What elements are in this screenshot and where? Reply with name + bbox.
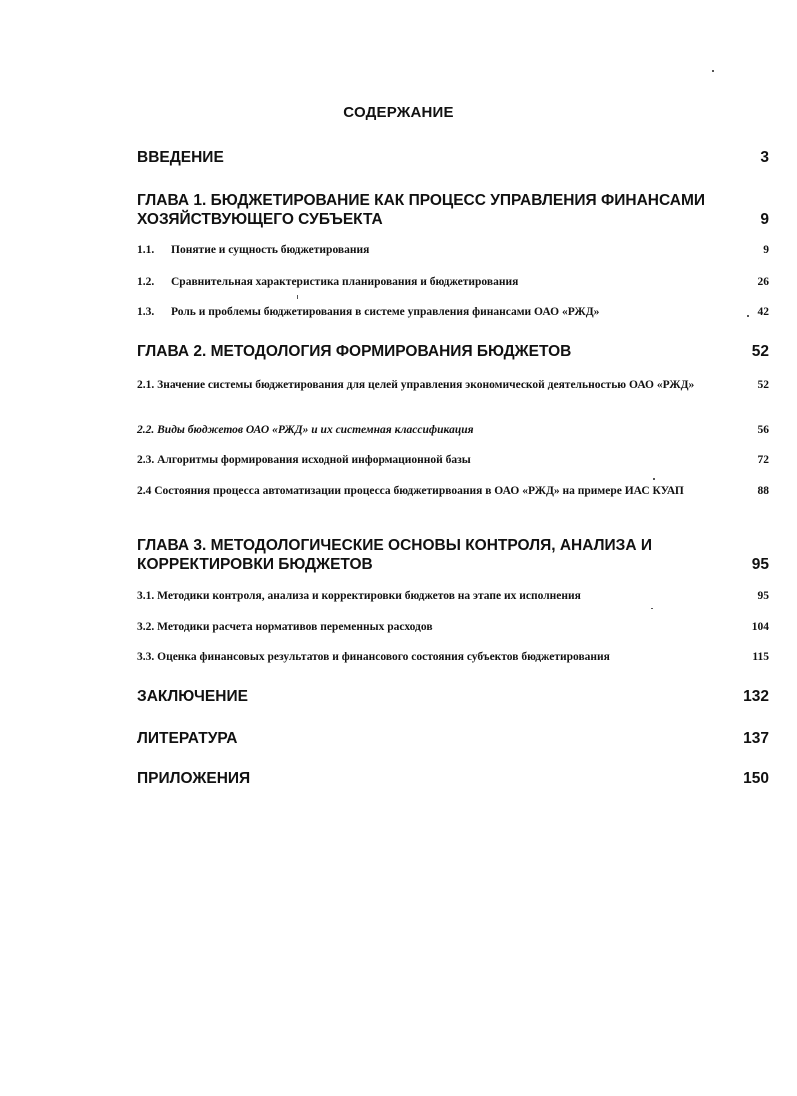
toc-entry-section-3-3	[137, 649, 769, 665]
toc-entry-page: 56	[757, 424, 769, 436]
toc-entry-text: ЗАКЛЮЧЕНИЕ	[137, 688, 248, 705]
toc-entry-page: 95	[751, 556, 769, 573]
toc-entry-text: ГЛАВА 1. БЮДЖЕТИРОВАНИЕ КАК ПРОЦЕСС УПРАВЛЕНИЯ ФИНАНСАМИ ХОЗЯЙСТВУЮЩЕГО СУБЪЕКТА	[137, 192, 706, 228]
toc-entry-text: ВВЕДЕНИЕ	[137, 149, 224, 166]
toc-entry-text: 3.1. Методики контроля, анализа и корректировки бюджетов на этапе их исполнения	[137, 590, 581, 602]
scan-speck	[712, 70, 714, 72]
toc-entry-literature	[137, 729, 769, 749]
toc-entry-text: 2.1. Значение системы бюджетирования для целей управления экономической деятельностью ОАО «РЖД»	[137, 379, 695, 391]
toc-entry-text: 2.2. Виды бюджетов ОАО «РЖД» и их системная классификация	[137, 424, 474, 436]
section-number: 1.1.	[137, 244, 155, 256]
scan-speck	[651, 608, 653, 609]
toc-entry-text: Понятие и сущность бюджетирования	[171, 244, 370, 256]
scan-speck	[747, 315, 749, 317]
toc-entry-section-2-1	[137, 377, 769, 393]
toc-entry-page: 137	[743, 730, 769, 747]
toc-entry-section-2-3	[137, 452, 769, 468]
toc-entry-page: 3	[760, 149, 769, 166]
toc-entry-chapter-2	[137, 342, 769, 362]
toc-entry-page: 9	[760, 211, 769, 228]
toc-entry-text: ГЛАВА 3. МЕТОДОЛОГИЧЕСКИЕ ОСНОВЫ КОНТРОЛЯ, АНАЛИЗА И КОРРЕКТИРОВКИ БЮДЖЕТОВ	[137, 537, 652, 573]
toc-entry-text: 2.4 Состояния процесса автоматизации процесса бюджетирвоания в ОАО «РЖД» на примере ИАС КУАП	[137, 485, 684, 497]
toc-entry-chapter-1	[137, 191, 769, 229]
toc-entry-page: 104	[751, 621, 769, 633]
toc-entry-page: 115	[752, 651, 769, 663]
toc-entry-section-1-1	[137, 242, 769, 258]
toc-entry-appendices	[137, 769, 769, 789]
toc-entry-section-2-2	[137, 422, 769, 438]
toc-entry-page: 52	[757, 379, 769, 391]
toc-entry-page: 9	[763, 244, 769, 256]
toc-entry-text: 3.2. Методики расчета нормативов переменных расходов	[137, 621, 433, 633]
toc-entry-text: 2.3. Алгоритмы формирования исходной информационной базы	[137, 454, 471, 466]
scan-speck	[653, 478, 655, 480]
toc-entry-section-2-4	[137, 483, 769, 499]
toc-entry-section-1-3	[137, 304, 769, 320]
toc-entry-page: 95	[757, 590, 769, 602]
toc-entry-section-1-2	[137, 274, 769, 290]
page-title: СОДЕРЖАНИЕ	[343, 104, 454, 121]
toc-entry-page: 132	[743, 688, 769, 705]
toc-entry-page: 26	[757, 276, 769, 288]
toc-entry-chapter-3	[137, 536, 769, 574]
toc-entry-text: Роль и проблемы бюджетирования в системе управления финансами ОАО «РЖД»	[171, 306, 600, 318]
scan-speck	[297, 295, 298, 299]
toc-entry-text: 3.3. Оценка финансовых результатов и финансового состояния субъектов бюджетирования	[137, 651, 610, 663]
section-number: 1.2.	[137, 276, 155, 288]
toc-entry-page: 52	[751, 343, 769, 360]
toc-entry-conclusion	[137, 687, 769, 707]
toc-entry-introduction	[137, 148, 769, 168]
toc-entry-text: ЛИТЕРАТУРА	[137, 730, 238, 747]
toc-entry-section-3-1	[137, 588, 769, 604]
toc-entry-page: 42	[757, 306, 769, 318]
section-number: 1.3.	[137, 306, 155, 318]
toc-entry-page: 88	[757, 485, 769, 497]
toc-entry-text: Сравнительная характеристика планирования и бюджетирования	[171, 276, 519, 288]
toc-entry-page: 150	[743, 770, 769, 787]
toc-entry-text: ГЛАВА 2. МЕТОДОЛОГИЯ ФОРМИРОВАНИЯ БЮДЖЕТОВ	[137, 343, 572, 360]
toc-entry-text: ПРИЛОЖЕНИЯ	[137, 770, 251, 787]
toc-entry-section-3-2	[137, 619, 769, 635]
toc-entry-page: 72	[757, 454, 769, 466]
